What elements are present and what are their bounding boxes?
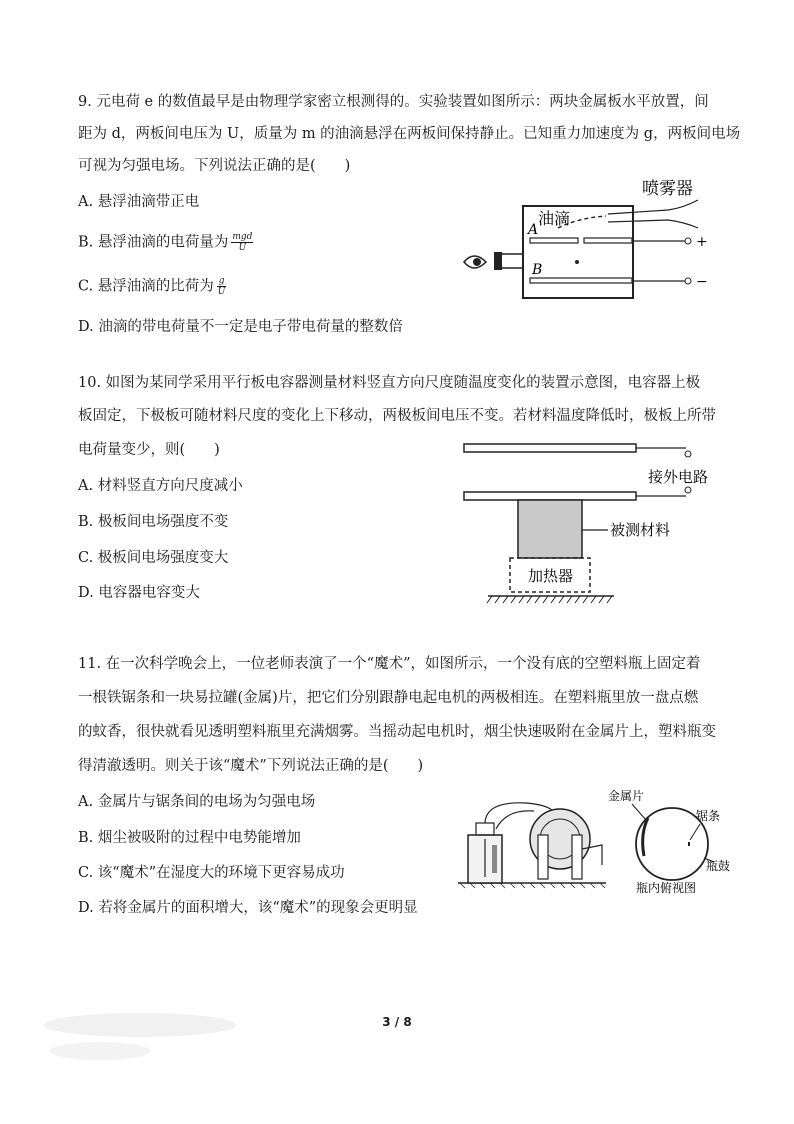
- q10-option-c: C. 极板间电场强度变大: [78, 550, 229, 566]
- plate-b: [530, 278, 632, 283]
- fraction-numerator: mgd: [232, 232, 253, 242]
- ground-hatch: [487, 596, 612, 603]
- saw-pointer: [690, 824, 700, 840]
- topview-caption: 瓶内俯视图: [636, 881, 697, 895]
- plate-a-left: [530, 238, 578, 243]
- q11-stem-line2: 一根铁锯条和一块易拉罐(金属)片，把它们分别跟静电起电机的两极相连。在塑料瓶里放一盘点燃: [78, 690, 699, 706]
- fraction-denominator: U: [217, 287, 226, 297]
- oil-drop-label: 油滴: [538, 209, 571, 228]
- sprayer-label: 喷雾器: [642, 179, 693, 199]
- terminal-minus: [685, 278, 691, 284]
- scan-smudge: [40, 1005, 240, 1065]
- q11-option-d: D. 若将金属片的面积增大，该“魔术”的现象会更明显: [78, 900, 418, 916]
- q11-stem-line3: 的蚊香，很快就看见透明塑料瓶里充满烟雾。当摇动起电机时，烟尘快速吸附在金属片上，塑料瓶变: [78, 724, 716, 740]
- heater-label: 加热器: [528, 567, 574, 585]
- q11-stem-line1: 11. 在一次科学晚会上，一位老师表演了一个“魔术”，如图所示，一个没有底的空塑料瓶上固定着: [78, 656, 701, 672]
- q10-option-b: B. 极板间电场强度不变: [78, 514, 229, 530]
- terminal-plus: [685, 238, 691, 244]
- microscope-tube: [500, 254, 523, 268]
- q9-option-a: A. 悬浮油滴带正电: [78, 194, 200, 210]
- eye-pupil: [473, 258, 481, 266]
- q11-topview-figure: [600, 786, 730, 896]
- bottle-label: 瓶鼓: [706, 859, 730, 873]
- upper-terminal: [685, 451, 691, 457]
- q11-stem-line4: 得清澈透明。则关于该“魔术”下列说法正确的是( ): [78, 758, 424, 774]
- material-block: [518, 500, 582, 558]
- fraction-numerator: g: [218, 276, 225, 286]
- metal-sheet-label: 金属片: [608, 789, 645, 803]
- q9-stem-line3: 可视为匀强电场。下列说法正确的是( ): [78, 158, 351, 174]
- page-number: 3 / 8: [382, 1015, 412, 1029]
- saw-label: 锯条: [696, 809, 721, 823]
- metal-pointer: [632, 804, 646, 820]
- q9-option-c-fraction: [217, 276, 227, 297]
- q11-apparatus-figure: [456, 795, 616, 890]
- upper-plate: [464, 444, 636, 452]
- q9-millikan-figure: [458, 170, 718, 300]
- q9-option-b: [78, 232, 253, 253]
- q11-option-b: B. 烟尘被吸附的过程中电势能增加: [78, 830, 301, 846]
- fraction-denominator: U: [238, 243, 247, 253]
- external-circuit-label: 接外电路: [648, 468, 709, 486]
- plus-label: +: [696, 234, 708, 250]
- q11-option-c: C. 该“魔术”在湿度大的环境下更容易成功: [78, 865, 345, 881]
- q9-option-c-text: C. 悬浮油滴的比荷为: [78, 278, 214, 295]
- q9-option-d: D. 油滴的带电荷量不一定是电子带电荷量的整数倍: [78, 319, 403, 335]
- q11-option-a: A. 金属片与锯条间的电场为匀强电场: [78, 794, 316, 810]
- q10-capacitor-figure: [458, 438, 728, 608]
- metal-sheet-arc: [643, 818, 648, 856]
- q10-stem-line1: 10. 如图为某同学采用平行板电容器测量材料竖直方向尺度随温度变化的装置示意图，电容器上极: [78, 375, 701, 391]
- metal-sheet: [492, 845, 497, 873]
- lower-terminal: [685, 487, 691, 493]
- oil-drop: [575, 260, 579, 264]
- wire-to-generator-2: [496, 811, 534, 829]
- microscope-eyepiece: [494, 252, 502, 270]
- generator-post-left: [538, 835, 548, 879]
- plate-b-label: B: [532, 262, 543, 278]
- q10-stem-line3: 电荷量变少，则( ): [78, 442, 220, 458]
- material-label: 被测材料: [610, 521, 671, 539]
- q9-option-b-fraction: [231, 232, 253, 253]
- q10-stem-line2: 板固定，下极板可随材料尺度的变化上下移动，两极板间电压不变。若材料温度降低时，极板上所带: [78, 408, 716, 424]
- lower-plate: [464, 492, 636, 500]
- q9-stem-line1: 9. 元电荷 e 的数值最早是由物理学家密立根测得的。实验装置如图所示：两块金属板水平放置，间: [78, 94, 709, 110]
- q9-stem-line2: 距为 d，两板间电压为 U，质量为 m 的油滴悬浮在两板间保持静止。已知重力加速度为 g，两板间电场: [78, 126, 741, 142]
- generator-post-right: [572, 835, 582, 879]
- plate-a-right: [584, 238, 632, 243]
- q9-option-b-text: B. 悬浮油滴的电荷量为: [78, 234, 229, 251]
- q10-option-a: A. 材料竖直方向尺度减小: [78, 478, 243, 494]
- sprayer-nozzle: [608, 200, 698, 228]
- bottle-neck: [476, 823, 494, 835]
- q9-option-c: [78, 276, 226, 297]
- q10-option-d: D. 电容器电容变大: [78, 585, 200, 601]
- plate-a-label: A: [528, 222, 539, 238]
- minus-label: −: [696, 274, 708, 290]
